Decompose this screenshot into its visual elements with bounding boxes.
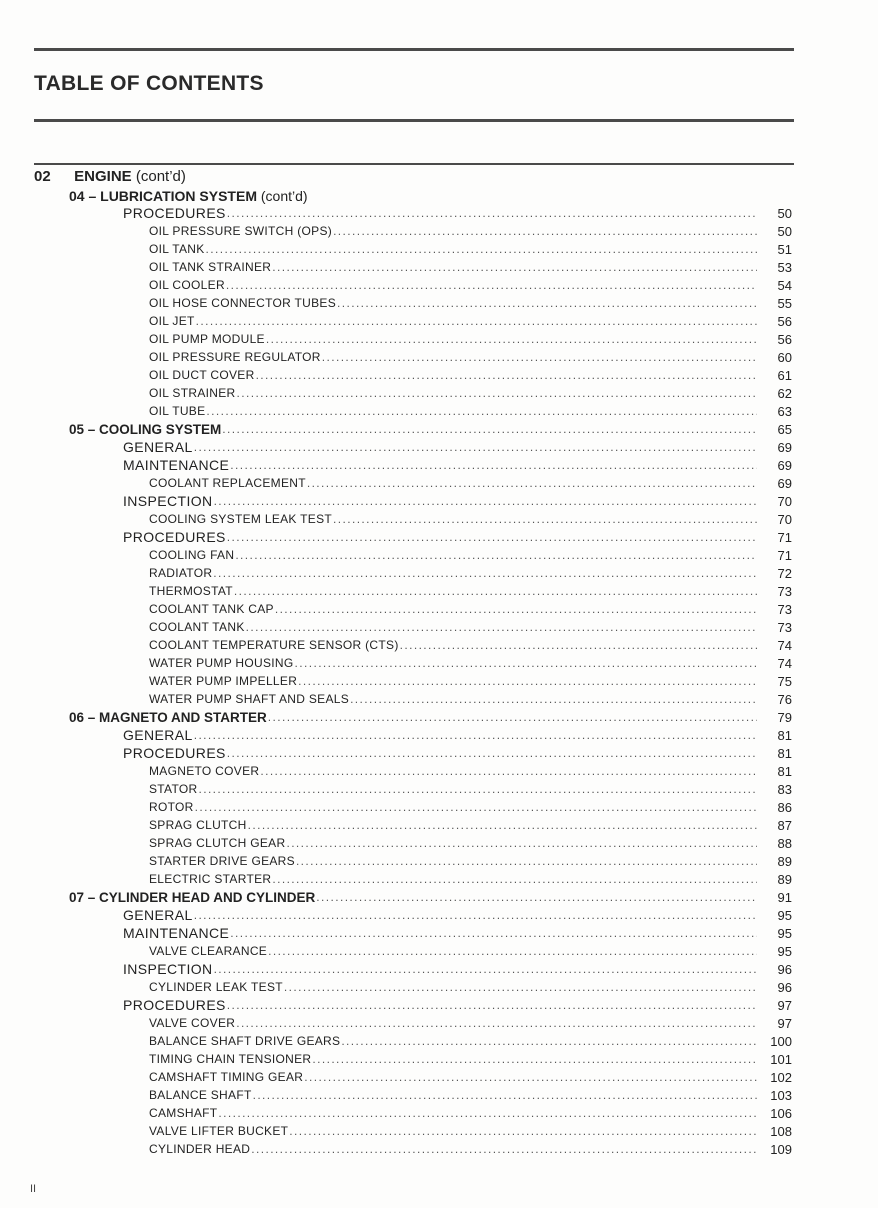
toc-entry[interactable] <box>0 293 878 311</box>
toc-leader-dots <box>272 260 757 275</box>
toc-entry-title: THERMOSTAT <box>149 584 233 598</box>
toc-leader-dots <box>322 350 757 365</box>
toc-entry[interactable] <box>0 977 878 995</box>
toc-leader-dots <box>196 314 757 329</box>
page-number: II <box>30 1183 37 1195</box>
top-rule <box>34 48 794 51</box>
toc-entry[interactable] <box>0 545 878 563</box>
toc-entry-page: 83 <box>777 782 792 797</box>
toc-entry-title: STATOR <box>149 782 198 796</box>
toc-entry-page: 97 <box>777 998 792 1013</box>
toc-entry-title: PROCEDURES <box>123 205 226 221</box>
toc-entry-page: 106 <box>770 1106 792 1121</box>
toc-entry[interactable] <box>0 617 878 635</box>
toc-leader-dots <box>198 782 757 797</box>
toc-entry-title: COOLANT TANK CAP <box>149 602 274 616</box>
toc-entry-page: 74 <box>777 656 792 671</box>
toc-entry-title: OIL HOSE CONNECTOR TUBES <box>149 296 337 310</box>
toc-entry-page: 102 <box>770 1070 792 1085</box>
toc-entry-page: 76 <box>777 692 792 707</box>
toc-entry-title: ROTOR <box>149 800 194 814</box>
toc-entry-page: 69 <box>777 458 792 473</box>
toc-leader-dots <box>206 404 757 419</box>
toc-leader-dots <box>230 458 757 473</box>
toc-entry-title: STARTER DRIVE GEARS <box>149 854 295 868</box>
toc-entry-page: 89 <box>777 872 792 887</box>
toc-entry-page: 53 <box>777 260 792 275</box>
toc-leader-dots <box>214 962 757 977</box>
toc-entry-page: 62 <box>777 386 792 401</box>
toc-leader-dots <box>289 1124 757 1139</box>
toc-entry-page: 54 <box>777 278 792 293</box>
toc-entry[interactable] <box>0 311 878 329</box>
toc-entry-page: 91 <box>777 890 792 905</box>
toc-entry-page: 95 <box>777 908 792 923</box>
toc-leader-dots <box>296 854 757 869</box>
toc-entry[interactable] <box>0 1013 878 1031</box>
toc-entry-title: COOLING SYSTEM LEAK TEST <box>149 512 333 526</box>
toc-leader-dots <box>235 548 757 563</box>
toc-leader-dots <box>206 242 757 257</box>
toc-leader-dots <box>194 908 757 923</box>
toc-entry[interactable] <box>0 1121 878 1139</box>
toc-entry-page: 75 <box>777 674 792 689</box>
toc-entry-title: BALANCE SHAFT <box>149 1088 252 1102</box>
toc-entry[interactable] <box>0 671 878 689</box>
toc-entry[interactable] <box>0 923 878 941</box>
toc-entry-page: 50 <box>777 224 792 239</box>
toc-leader-dots <box>298 674 757 689</box>
toc-entry-title: RADIATOR <box>149 566 213 580</box>
toc-entry-title: VALVE LIFTER BUCKET <box>149 1124 289 1138</box>
toc-entry-page: 74 <box>777 638 792 653</box>
toc-entry[interactable] <box>0 707 878 725</box>
toc-entry-page: 65 <box>777 422 792 437</box>
toc-entry-title: MAINTENANCE <box>123 457 230 473</box>
toc-entry[interactable] <box>0 635 878 653</box>
toc-entry-title: WATER PUMP SHAFT AND SEALS <box>149 692 350 706</box>
toc-entry[interactable] <box>0 941 878 959</box>
toc-entry[interactable] <box>0 473 878 491</box>
toc-leader-dots <box>286 836 757 851</box>
page-title: TABLE OF CONTENTS <box>34 72 264 95</box>
toc-leader-dots <box>227 746 757 761</box>
toc-entry-title: ELECTRIC STARTER <box>149 872 272 886</box>
toc-entry[interactable] <box>0 761 878 779</box>
toc-entry-title: MAGNETO COVER <box>149 764 260 778</box>
toc-entry-page: 69 <box>777 476 792 491</box>
toc-leader-dots <box>251 1142 757 1157</box>
toc-entry-title: SPRAG CLUTCH GEAR <box>149 836 286 850</box>
toc-entry-title: COOLANT TANK <box>149 620 245 634</box>
toc-leader-dots <box>222 422 757 437</box>
toc-entry[interactable] <box>0 491 878 509</box>
toc-leader-dots <box>236 1016 757 1031</box>
toc-entry-page: 95 <box>777 926 792 941</box>
toc-entry[interactable] <box>0 221 878 239</box>
toc-entry-title: OIL TANK <box>149 242 205 256</box>
toc-leader-dots <box>266 332 757 347</box>
toc-entry-title: GENERAL <box>123 439 193 455</box>
toc-entry-page: 100 <box>770 1034 792 1049</box>
toc-entry-title: WATER PUMP HOUSING <box>149 656 294 670</box>
toc-entry[interactable] <box>0 347 878 365</box>
toc-entry-page: 86 <box>777 800 792 815</box>
toc-entry-title: OIL JET <box>149 314 195 328</box>
toc-leader-dots <box>350 692 757 707</box>
toc-entry[interactable] <box>0 419 878 437</box>
toc-entry-title: VALVE CLEARANCE <box>149 944 268 958</box>
toc-entry[interactable] <box>0 833 878 851</box>
section-heading <box>34 168 186 185</box>
toc-entry[interactable] <box>0 239 878 257</box>
toc-entry-title: GENERAL <box>123 727 193 743</box>
toc-entry-page: 50 <box>777 206 792 221</box>
toc-entry-title: OIL TUBE <box>149 404 206 418</box>
toc-leader-dots <box>227 206 757 221</box>
toc-entry-title: OIL PRESSURE SWITCH (OPS) <box>149 224 333 238</box>
subsection-continued: (cont’d) <box>260 188 308 204</box>
toc-entry[interactable] <box>0 599 878 617</box>
toc-entry-title: CYLINDER LEAK TEST <box>149 980 283 994</box>
toc-entry-page: 71 <box>777 530 792 545</box>
toc-entry[interactable] <box>0 1031 878 1049</box>
toc-leader-dots <box>295 656 757 671</box>
toc-leader-dots <box>227 998 757 1013</box>
toc-entry-page: 63 <box>777 404 792 419</box>
toc-entry-page: 96 <box>777 980 792 995</box>
toc-entry-title: PROCEDURES <box>123 529 226 545</box>
toc-leader-dots <box>400 638 757 653</box>
toc-entry-title: WATER PUMP IMPELLER <box>149 674 298 688</box>
toc-leader-dots <box>253 1088 757 1103</box>
toc-entry-title: 07 – CYLINDER HEAD AND CYLINDER <box>69 890 316 905</box>
toc-leader-dots <box>304 1070 757 1085</box>
toc-leader-dots <box>284 980 757 995</box>
toc-entry-title: SPRAG CLUTCH <box>149 818 247 832</box>
toc-entry-title: PROCEDURES <box>123 997 226 1013</box>
toc-entry[interactable] <box>0 779 878 797</box>
toc-leader-dots <box>227 530 757 545</box>
toc-leader-dots <box>333 224 757 239</box>
toc-leader-dots <box>341 1034 757 1049</box>
toc-entry-title: OIL STRAINER <box>149 386 236 400</box>
toc-entry-page: 87 <box>777 818 792 833</box>
toc-entry-title: OIL PRESSURE REGULATOR <box>149 350 321 364</box>
toc-entry-title: INSPECTION <box>123 961 213 977</box>
toc-leader-dots <box>307 476 757 491</box>
toc-entry-page: 60 <box>777 350 792 365</box>
toc-entry-title: INSPECTION <box>123 493 213 509</box>
toc-entry-page: 96 <box>777 962 792 977</box>
toc-entry[interactable] <box>0 1085 878 1103</box>
toc-entry-page: 73 <box>777 584 792 599</box>
toc-entry-title: OIL PUMP MODULE <box>149 332 265 346</box>
toc-entry-page: 81 <box>777 728 792 743</box>
toc-entry-title: BALANCE SHAFT DRIVE GEARS <box>149 1034 341 1048</box>
toc-entry-page: 61 <box>777 368 792 383</box>
toc-leader-dots <box>246 620 757 635</box>
toc-leader-dots <box>194 440 757 455</box>
toc-entry[interactable] <box>0 743 878 761</box>
toc-entry-title: OIL TANK STRAINER <box>149 260 272 274</box>
toc-leader-dots <box>268 944 757 959</box>
toc-entry[interactable] <box>0 1049 878 1067</box>
toc-entry[interactable] <box>0 1139 878 1157</box>
toc-entry-title: OIL DUCT COVER <box>149 368 255 382</box>
toc-entry[interactable] <box>0 815 878 833</box>
toc-leader-dots <box>226 278 757 293</box>
toc-entry-page: 51 <box>777 242 792 257</box>
toc-entry-title: COOLANT TEMPERATURE SENSOR (CTS) <box>149 638 399 652</box>
toc-entry-page: 88 <box>777 836 792 851</box>
toc-entry-title: TIMING CHAIN TENSIONER <box>149 1052 312 1066</box>
toc-entry-page: 89 <box>777 854 792 869</box>
toc-entry-title: COOLING FAN <box>149 548 235 562</box>
toc-leader-dots <box>214 494 757 509</box>
toc-entry-page: 69 <box>777 440 792 455</box>
toc-list <box>0 203 878 1157</box>
toc-entry-title: COOLANT REPLACEMENT <box>149 476 306 490</box>
toc-entry-page: 56 <box>777 332 792 347</box>
toc-entry[interactable] <box>0 689 878 707</box>
toc-entry-page: 97 <box>777 1016 792 1031</box>
toc-leader-dots <box>333 512 757 527</box>
toc-entry-page: 81 <box>777 746 792 761</box>
toc-entry[interactable] <box>0 869 878 887</box>
toc-leader-dots <box>316 890 757 905</box>
toc-entry-title: 05 – COOLING SYSTEM <box>69 422 222 437</box>
section-name: ENGINE <box>74 168 132 185</box>
title-rule <box>34 119 794 122</box>
toc-leader-dots <box>237 386 757 401</box>
toc-entry[interactable] <box>0 527 878 545</box>
toc-entry-page: 73 <box>777 602 792 617</box>
section-rule <box>34 163 794 165</box>
toc-leader-dots <box>195 800 757 815</box>
toc-entry[interactable] <box>0 329 878 347</box>
toc-entry[interactable] <box>0 455 878 473</box>
toc-entry-title: VALVE COVER <box>149 1016 236 1030</box>
subsection-name: 04 – LUBRICATION SYSTEM <box>69 188 257 204</box>
toc-leader-dots <box>194 728 757 743</box>
toc-entry[interactable] <box>0 959 878 977</box>
toc-entry-page: 71 <box>777 548 792 563</box>
toc-entry-title: 06 – MAGNETO AND STARTER <box>69 710 267 725</box>
toc-entry-title: CAMSHAFT <box>149 1106 218 1120</box>
toc-entry[interactable] <box>0 437 878 455</box>
toc-entry-page: 55 <box>777 296 792 311</box>
toc-leader-dots <box>272 872 757 887</box>
toc-entry[interactable] <box>0 383 878 401</box>
toc-entry[interactable] <box>0 203 878 221</box>
toc-leader-dots <box>312 1052 757 1067</box>
toc-leader-dots <box>230 926 757 941</box>
toc-leader-dots <box>248 818 757 833</box>
toc-leader-dots <box>337 296 757 311</box>
toc-entry-title: OIL COOLER <box>149 278 225 292</box>
toc-entry[interactable] <box>0 401 878 419</box>
toc-entry-title: CAMSHAFT TIMING GEAR <box>149 1070 304 1084</box>
toc-entry[interactable] <box>0 905 878 923</box>
toc-entry-page: 70 <box>777 494 792 509</box>
section-continued: (cont’d) <box>135 168 186 185</box>
toc-leader-dots <box>260 764 757 779</box>
toc-entry-title: GENERAL <box>123 907 193 923</box>
toc-entry[interactable] <box>0 797 878 815</box>
toc-entry[interactable] <box>0 887 878 905</box>
subsection-heading <box>69 188 308 204</box>
toc-entry-page: 101 <box>770 1052 792 1067</box>
toc-entry-page: 109 <box>770 1142 792 1157</box>
toc-entry-page: 103 <box>770 1088 792 1103</box>
toc-entry[interactable] <box>0 509 878 527</box>
toc-entry-page: 70 <box>777 512 792 527</box>
toc-entry[interactable] <box>0 275 878 293</box>
toc-entry-page: 81 <box>777 764 792 779</box>
toc-entry[interactable] <box>0 851 878 869</box>
toc-entry[interactable] <box>0 653 878 671</box>
toc-leader-dots <box>213 566 757 581</box>
toc-entry-page: 73 <box>777 620 792 635</box>
toc-entry[interactable] <box>0 725 878 743</box>
toc-entry[interactable] <box>0 257 878 275</box>
toc-entry-page: 56 <box>777 314 792 329</box>
toc-entry[interactable] <box>0 581 878 599</box>
toc-entry-title: MAINTENANCE <box>123 925 230 941</box>
toc-entry[interactable] <box>0 1103 878 1121</box>
toc-entry-page: 79 <box>777 710 792 725</box>
toc-entry-title: PROCEDURES <box>123 745 226 761</box>
toc-leader-dots <box>268 710 757 725</box>
toc-entry[interactable] <box>0 1067 878 1085</box>
toc-entry-title: CYLINDER HEAD <box>149 1142 251 1156</box>
toc-leader-dots <box>275 602 757 617</box>
toc-entry[interactable] <box>0 365 878 383</box>
toc-entry-page: 95 <box>777 944 792 959</box>
section-number: 02 <box>34 168 51 185</box>
toc-entry-page: 72 <box>777 566 792 581</box>
toc-leader-dots <box>218 1106 757 1121</box>
toc-entry[interactable] <box>0 563 878 581</box>
toc-leader-dots <box>234 584 757 599</box>
toc-entry[interactable] <box>0 995 878 1013</box>
toc-leader-dots <box>256 368 757 383</box>
toc-entry-page: 108 <box>770 1124 792 1139</box>
